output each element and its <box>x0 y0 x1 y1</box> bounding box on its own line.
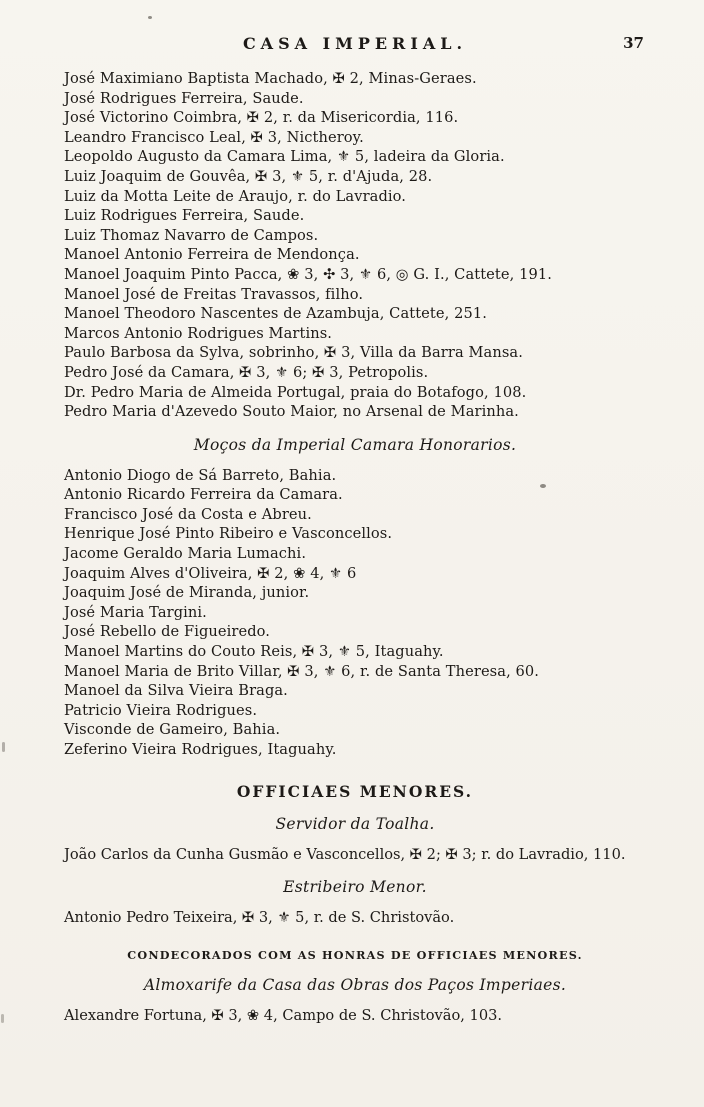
list-item: José Victorino Coimbra, ✠ 2, r. da Misericordia, 116. <box>64 109 459 127</box>
list-item: Visconde de Gameiro, Bahia. <box>64 721 281 739</box>
list-item: Henrique José Pinto Ribeiro e Vasconcellos. <box>64 525 393 543</box>
list-item: Marcos Antonio Rodrigues Martins. <box>64 324 333 342</box>
scan-artifact <box>148 16 152 19</box>
list-item: Dr. Pedro Maria de Almeida Portugal, praia do Botafogo, 108. <box>64 383 527 401</box>
scan-artifact <box>2 742 5 752</box>
list-item: Manoel Antonio Ferreira de Mendonça. <box>64 246 360 264</box>
list-item: José Rodrigues Ferreira, Saude. <box>64 89 304 107</box>
list-item: Pedro José da Camara, ✠ 3, ⚜ 6; ✠ 3, Petropolis. <box>64 363 429 381</box>
name-list-casa-imperial <box>64 69 646 422</box>
entry-estribeiro-menor: Antonio Pedro Teixeira, ✠ 3, ⚜ 5, r. de S. Christovão. <box>64 909 455 927</box>
list-item: José Maximiano Baptista Machado, ✠ 2, Minas-Geraes. <box>64 70 477 87</box>
list-item: Pedro Maria d'Azevedo Souto Maior, no Arsenal de Marinha. <box>64 403 519 421</box>
scan-artifact <box>540 484 546 488</box>
list-item: José Rebello de Figueiredo. <box>64 623 271 641</box>
section-heading-mocos-honorarios: Moços da Imperial Camara Honorarios. <box>193 435 517 454</box>
list-item: Joaquim José de Miranda, junior. <box>64 584 310 602</box>
list-item: Joaquim Alves d'Oliveira, ✠ 2, ❀ 4, ⚜ 6 <box>64 564 357 582</box>
list-item: Luiz Joaquim de Gouvêa, ✠ 3, ⚜ 5, r. d'Ajuda, 28. <box>64 167 433 185</box>
list-item: Luiz Thomaz Navarro de Campos. <box>64 226 319 244</box>
list-item: Manoel Martins do Couto Reis, ✠ 3, ⚜ 5, Itaguahy. <box>64 643 444 661</box>
page-number: 37 <box>623 34 644 52</box>
page-title: CASA IMPERIAL. <box>242 34 468 53</box>
section-heading-almoxarife: Almoxarife da Casa das Obras dos Paços Imperiaes. <box>143 976 567 995</box>
list-item: Paulo Barbosa da Sylva, sobrinho, ✠ 3, Villa da Barra Mansa. <box>64 344 523 362</box>
section-heading-servidor-da-toalha: Servidor da Toalha. <box>275 814 435 833</box>
list-item: Jacome Geraldo Maria Lumachi. <box>64 545 307 563</box>
list-item: Manoel Theodoro Nascentes de Azambuja, Cattete, 251. <box>64 305 487 323</box>
section-heading-condecorados: CONDECORADOS COM AS HONRAS DE OFFICIAES MENORES. <box>127 948 583 963</box>
section-heading-officiaes-menores: OFFICIAES MENORES. <box>236 781 474 801</box>
list-item: Patricio Vieira Rodrigues. <box>64 701 258 719</box>
name-list-honorarios <box>64 466 646 760</box>
page-header <box>64 34 646 53</box>
entry-servidor-da-toalha: João Carlos da Cunha Gusmão e Vasconcellos, ✠ 2; ✠ 3; r. do Lavradio, 110. <box>64 845 626 863</box>
list-item: Luiz da Motta Leite de Araujo, r. do Lavradio. <box>64 187 407 205</box>
list-item: Manoel da Silva Vieira Braga. <box>64 682 288 700</box>
list-item: Francisco José da Costa e Abreu. <box>64 505 312 523</box>
scan-artifact <box>1 1014 4 1023</box>
list-item: Antonio Ricardo Ferreira da Camara. <box>64 486 343 504</box>
list-item: Leopoldo Augusto da Camara Lima, ⚜ 5, ladeira da Gloria. <box>64 148 505 166</box>
entry-almoxarife: Alexandre Fortuna, ✠ 3, ❀ 4, Campo de S. Christovão, 103. <box>64 1007 503 1025</box>
list-item: Zeferino Vieira Rodrigues, Itaguahy. <box>64 741 337 758</box>
list-item: Manoel Joaquim Pinto Pacca, ❀ 3, ✣ 3, ⚜ 6, ◎ G. I., Cattete, 191. <box>64 265 552 283</box>
section-heading-estribeiro-menor: Estribeiro Menor. <box>283 878 427 897</box>
list-item: Manoel Maria de Brito Villar, ✠ 3, ⚜ 6, r. de Santa Theresa, 60. <box>64 662 540 680</box>
list-item: José Maria Targini. <box>64 603 207 621</box>
list-item: Luiz Rodrigues Ferreira, Saude. <box>64 207 305 225</box>
list-item: Antonio Diogo de Sá Barreto, Bahia. <box>64 466 337 484</box>
list-item: Leandro Francisco Leal, ✠ 3, Nictheroy. <box>64 128 364 146</box>
list-item: Manoel José de Freitas Travassos, filho. <box>64 285 364 303</box>
